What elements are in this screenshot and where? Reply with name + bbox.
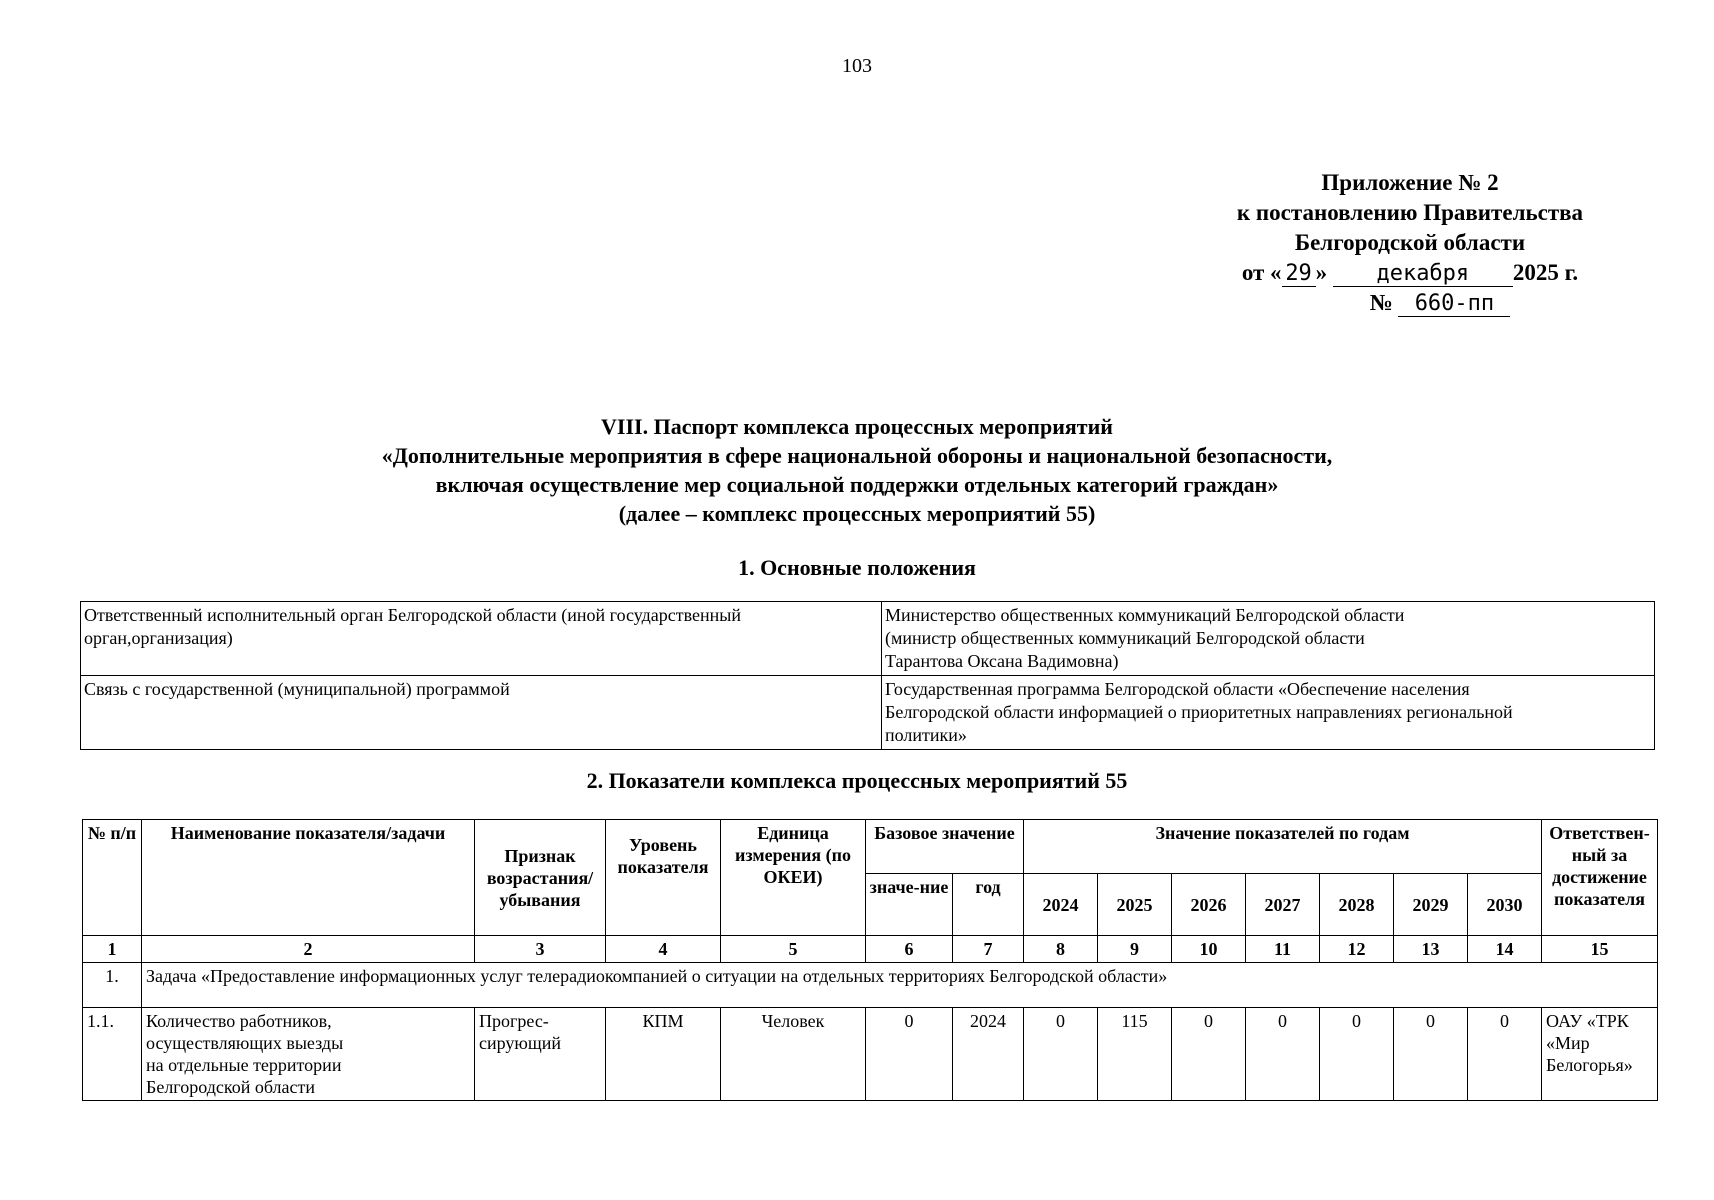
column-number: 8 — [1024, 936, 1098, 963]
header-year: 2028 — [1320, 874, 1394, 936]
header-num: № п/п — [83, 820, 142, 936]
column-number: 9 — [1098, 936, 1172, 963]
column-number: 13 — [1394, 936, 1468, 963]
header-year: 2025 — [1098, 874, 1172, 936]
indicator-sign — [475, 1008, 606, 1101]
base-year: 2024 — [953, 1008, 1024, 1101]
main-provisions-table — [80, 601, 1655, 750]
header-year: 2024 — [1024, 874, 1098, 936]
column-number: 1 — [83, 936, 142, 963]
column-number: 4 — [606, 936, 721, 963]
column-number: 11 — [1246, 936, 1320, 963]
indicator-name-line: на отдельные территории — [146, 1055, 342, 1075]
appendix-number — [1150, 288, 1670, 318]
provision-value-line: политики» — [885, 725, 967, 745]
indicator-name-line: осуществляющих выезды — [146, 1033, 344, 1053]
document-title — [0, 412, 1714, 528]
responsible-line: Белогорья» — [1546, 1055, 1633, 1075]
provision-value-line: Тарантова Оксана Вадимовна) — [885, 651, 1119, 671]
date-year: 2025 г. — [1512, 260, 1579, 285]
year-value: 0 — [1394, 1008, 1468, 1101]
section-1-heading: 1. Основные положения — [738, 555, 976, 580]
provision-label: Ответственный исполнительный орган Белгородской области (иной государственный орган,организация) — [81, 602, 882, 676]
provision-value — [882, 602, 1655, 676]
header-base-year: год — [953, 874, 1024, 936]
header-years-group: Значение показателей по годам — [1024, 820, 1542, 874]
date-mid: » — [1315, 260, 1328, 285]
responsible — [1542, 1008, 1658, 1101]
responsible-line: «Мир — [1546, 1033, 1590, 1053]
title-line-1: VIII. Паспорт комплекса процессных мероприятий — [601, 414, 1113, 439]
provision-value — [882, 676, 1655, 750]
year-value: 0 — [1024, 1008, 1098, 1101]
header-year: 2027 — [1246, 874, 1320, 936]
column-number: 3 — [475, 936, 606, 963]
year-value: 115 — [1098, 1008, 1172, 1101]
column-number: 5 — [721, 936, 866, 963]
column-number: 7 — [953, 936, 1024, 963]
header-responsible: Ответствен-ный за достижение показателя — [1542, 820, 1658, 936]
title-line-3: включая осуществление мер социальной поддержки отдельных категорий граждан» — [435, 472, 1279, 497]
table-row — [83, 1008, 1658, 1101]
indicators-table — [82, 819, 1658, 1101]
appendix-line-2: к постановлению Правительства — [1236, 200, 1584, 225]
indicator-name — [142, 1008, 475, 1101]
header-level: Уровень показателя — [606, 820, 721, 936]
column-number: 12 — [1320, 936, 1394, 963]
indicator-level: КПМ — [606, 1008, 721, 1101]
appendix-block — [1150, 168, 1670, 318]
header-base-value: значе-ние — [866, 874, 953, 936]
responsible-line: ОАУ «ТРК — [1546, 1011, 1629, 1031]
header-year: 2029 — [1394, 874, 1468, 936]
header-name: Наименование показателя/задачи — [142, 820, 475, 936]
year-value: 0 — [1320, 1008, 1394, 1101]
column-number-row — [83, 936, 1658, 963]
header-sign: Признак возрастания/ убывания — [475, 820, 606, 936]
table-row — [81, 602, 1655, 676]
number-prefix: № — [1369, 290, 1393, 315]
title-line-2: «Дополнительные мероприятия в сфере национальной обороны и национальной безопасности, — [381, 443, 1333, 468]
date-prefix: от « — [1241, 260, 1282, 285]
provision-label: Связь с государственной (муниципальной) программой — [81, 676, 882, 750]
year-value: 0 — [1172, 1008, 1246, 1101]
column-number: 15 — [1542, 936, 1658, 963]
indicator-sign-line: сирующий — [479, 1033, 561, 1053]
appendix-date — [1150, 258, 1670, 288]
column-number: 2 — [142, 936, 475, 963]
appendix-line-1: Приложение № 2 — [1321, 170, 1499, 195]
header-unit: Единица измерения (по ОКЕИ) — [721, 820, 866, 936]
year-value: 0 — [1468, 1008, 1542, 1101]
table-header-row — [83, 820, 1658, 874]
base-value: 0 — [866, 1008, 953, 1101]
indicator-name-line: Белгородской области — [146, 1077, 316, 1097]
header-year: 2026 — [1172, 874, 1246, 936]
section-2-heading: 2. Показатели комплекса процессных мероприятий 55 — [586, 768, 1128, 793]
indicator-sign-line: Прогрес- — [479, 1011, 549, 1031]
task-num: 1. — [83, 963, 142, 1008]
row-num: 1.1. — [83, 1008, 142, 1101]
number-value: 660-пп — [1398, 292, 1510, 317]
date-day: 29 — [1282, 262, 1316, 287]
indicator-unit: Человек — [721, 1008, 866, 1101]
year-value: 0 — [1246, 1008, 1320, 1101]
provision-value-line: Белгородской области информацией о приоритетных направлениях региональной — [885, 702, 1513, 722]
indicator-name-line: Количество работников, — [146, 1011, 332, 1031]
table-row — [81, 676, 1655, 750]
provision-value-line: Государственная программа Белгородской области «Обеспечение населения — [885, 679, 1470, 699]
column-number: 6 — [866, 936, 953, 963]
header-base: Базовое значение — [866, 820, 1024, 874]
column-number: 14 — [1468, 936, 1542, 963]
title-line-4: (далее – комплекс процессных мероприятий 55) — [618, 501, 1096, 526]
appendix-line-3: Белгородской области — [1294, 230, 1526, 255]
provision-value-line: (министр общественных коммуникаций Белгородской области — [885, 628, 1365, 648]
task-text: Задача «Предоставление информационных услуг телерадиокомпанией о ситуации на отдельных территориях Белгородской области» — [142, 963, 1658, 1008]
date-month: декабря — [1333, 262, 1513, 287]
column-number: 10 — [1172, 936, 1246, 963]
provision-value-line: Министерство общественных коммуникаций Белгородской области — [885, 605, 1405, 625]
task-row — [83, 963, 1658, 1008]
header-year: 2030 — [1468, 874, 1542, 936]
page-number: 103 — [842, 55, 872, 77]
